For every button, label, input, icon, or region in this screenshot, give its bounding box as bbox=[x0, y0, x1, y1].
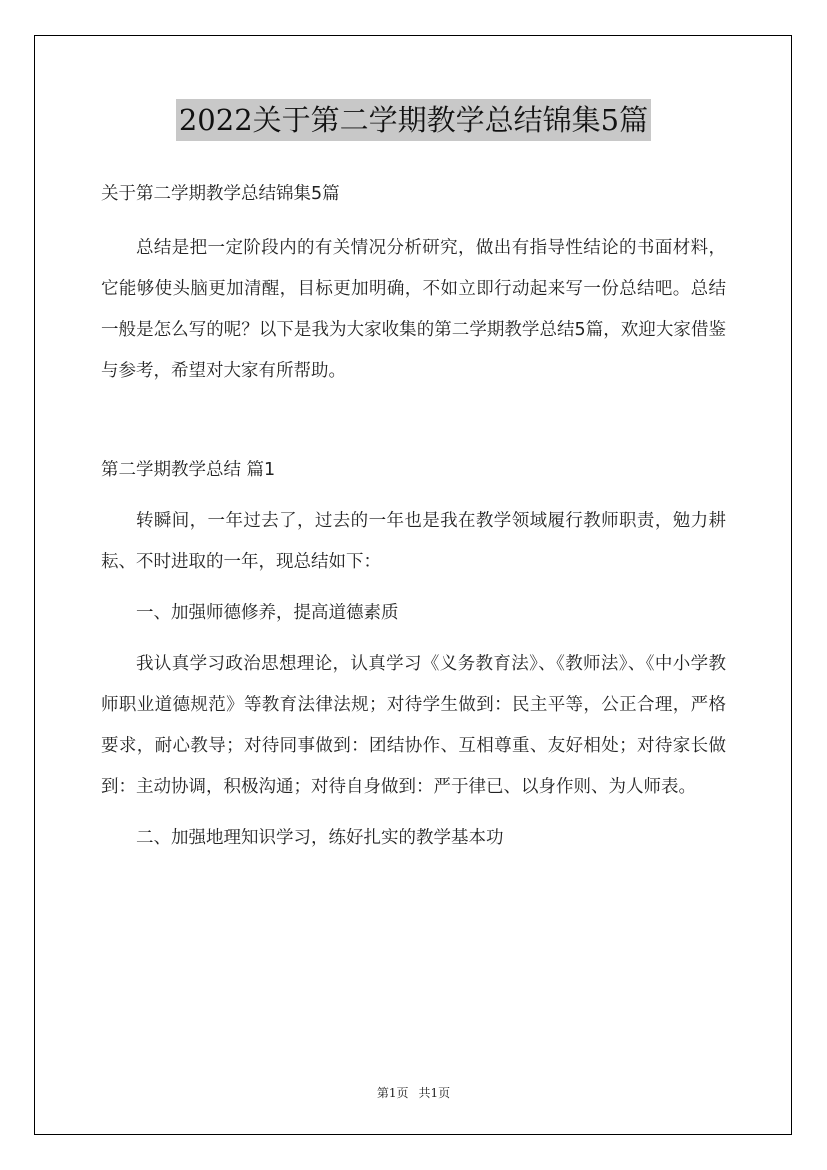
section-spacer bbox=[101, 392, 726, 433]
page-number: 第1页 bbox=[376, 1086, 409, 1100]
paragraph-2: 我认真学习政治思想理论，认真学习《义务教育法》、《教师法》、《中小学教师职业道德规范》等教育法律法规；对待学生做到：民主平等，公正合理，严格要求，耐心教导；对待同事做到：团结协作、互相尊重、友好相处；对待家长做到：主动协调，积极沟通；对待自身做到：严于律已、以身作则、为人师表。 bbox=[101, 654, 726, 797]
heading-1: 一、加强师德修养，提高道德素质 bbox=[136, 603, 399, 623]
document-subtitle: 关于第二学期教学总结锦集5篇 bbox=[101, 184, 340, 204]
title-container bbox=[0, 99, 827, 141]
page-footer bbox=[0, 1084, 827, 1101]
intro-paragraph: 总结是把一定阶段内的有关情况分析研究，做出有指导性结论的书面材料，它能够使头脑更加清醒，目标更加明确，不如立即行动起来写一份总结吧。总结一般是怎么写的呢？以下是我为大家收集的第二学期教学总结5篇，欢迎大家借鉴与参考，希望对大家有所帮助。 bbox=[101, 238, 726, 381]
document-title: 2022关于第二学期教学总结锦集5篇 bbox=[176, 99, 651, 141]
document-body bbox=[101, 174, 726, 859]
paragraph-1: 转瞬间，一年过去了，过去的一年也是我在教学领域履行教师职责，勉力耕耘、不时进取的一年，现总结如下： bbox=[101, 511, 726, 572]
section-heading: 第二学期教学总结 篇1 bbox=[101, 460, 276, 480]
heading-2: 二、加强地理知识学习，练好扎实的教学基本功 bbox=[136, 828, 504, 848]
page-total: 共1页 bbox=[418, 1086, 451, 1100]
